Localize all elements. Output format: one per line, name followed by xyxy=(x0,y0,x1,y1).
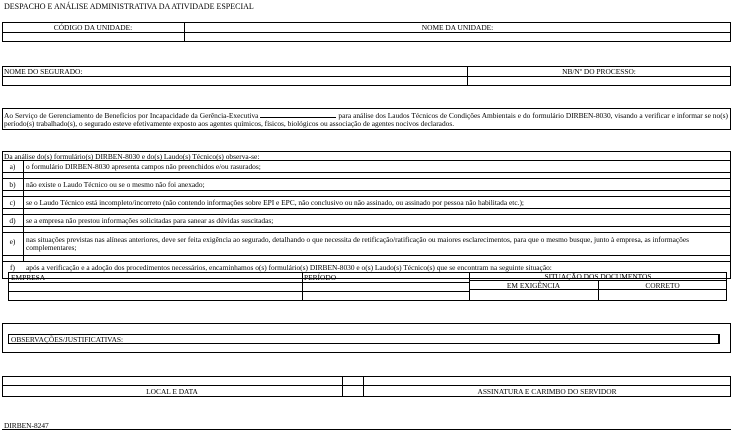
item-e-answer-field[interactable] xyxy=(24,256,730,260)
intro-part1: Ao Serviço de Gerenciamento de Benefícios por Incapacidade da Gerência-Executiva xyxy=(4,111,259,120)
item-a-answer-field[interactable] xyxy=(24,173,730,177)
item-text-b: não existe o Laudo Técnico ou se o mesmo não foi anexado; xyxy=(26,180,205,189)
item-text-d: se a empresa não prestou informações solicitadas para sanear as dúvidas suscitadas; xyxy=(26,216,274,225)
correto-header: CORRETO xyxy=(645,281,680,290)
empresa-field[interactable] xyxy=(9,292,301,300)
nb-processo-label: NB/Nº DO PROCESSO: xyxy=(562,67,636,76)
item-text-e: nas situações previstas nas alíneas anteriores, deve ser feita exigência ao segurado, detalhando o que necessita de retificação/ratificação ou maiores esclarecimentos, para que o mesmo busque, junto à empresa, as informações complementares; xyxy=(26,235,690,252)
nome-unidade-label: NOME DA UNIDADE: xyxy=(421,23,494,32)
footer-form-code: DIRBEN-8247 xyxy=(4,421,49,430)
item-d-answer-field[interactable] xyxy=(24,227,730,231)
item-letter-f: f) xyxy=(10,263,15,272)
item-letter-d: d) xyxy=(9,216,16,225)
divider xyxy=(719,334,720,344)
footer-rule xyxy=(2,429,731,430)
item-text-c: se o Laudo Técnico está incompleto/incorreto (não contendo informações sobre EPI e EPC, não conclusivo ou não assinado, ou assinado por pessoa não habilitada etc.); xyxy=(26,198,524,207)
intro-part2: para análise dos Laudos Técnicos de Condições Ambientais e do formulário DIRBEN-8030, visando a verificar e informar se no(s) período(s) trabalhado(s), o segurado esteve efetivamente exposto aos agentes químicos, físicos, biológicos ou associação de agentes nocivos declarados. xyxy=(4,111,728,128)
item-b-answer-field[interactable] xyxy=(24,191,730,195)
empresa-header: EMPRESA xyxy=(11,273,46,282)
item-c-answer-field[interactable] xyxy=(24,209,730,213)
item-text-a: o formulário DIRBEN-8030 apresenta campos não preenchidos e/ou rasurados; xyxy=(26,162,261,171)
correto-field[interactable] xyxy=(599,290,726,300)
item-letter-a: a) xyxy=(9,162,16,171)
nome-segurado-field[interactable] xyxy=(3,77,466,85)
situacao-header: SITUAÇÃO DOS DOCUMENTOS xyxy=(544,272,652,281)
observacoes-field[interactable] xyxy=(9,345,729,352)
item-text-f: após a verificação e a adoção dos procedimentos necessários, encaminhamos o(s) formulário(s) DIRBEN-8030 e o(s) Laudo(s) Técnico(s) que se encontram na seguinte situação: xyxy=(26,263,552,272)
nb-processo-field[interactable] xyxy=(468,77,730,85)
em-exigencia-header: EM EXIGÊNCIA xyxy=(506,281,561,290)
item-letter-e: e) xyxy=(9,237,16,246)
item-letter-b: b) xyxy=(9,180,16,189)
em-exigencia-field[interactable] xyxy=(470,290,597,300)
divider xyxy=(2,232,731,233)
divider xyxy=(2,178,731,179)
nome-segurado-label: NOME DO SEGURADO: xyxy=(4,67,83,76)
periodo-header: PERÍODO xyxy=(304,273,337,282)
divider xyxy=(2,196,731,197)
codigo-unidade-label: CÓDIGO DA UNIDADE: xyxy=(53,23,133,32)
divider xyxy=(2,160,731,161)
assinatura-label: ASSINATURA E CARIMBO DO SERVIDOR xyxy=(477,387,617,396)
local-data-field[interactable] xyxy=(3,377,341,384)
divider xyxy=(342,376,343,397)
item-letter-c: c) xyxy=(9,198,16,207)
form-title: DESPACHO E ANÁLISE ADMINISTRATIVA DA ATIVIDADE ESPECIAL xyxy=(4,2,254,11)
divider xyxy=(2,214,731,215)
analysis-heading: Da análise do(s) formulário(s) DIRBEN-8030 e do(s) Laudo(s) Técnico(s) observa-se: xyxy=(4,152,260,161)
local-data-label: LOCAL E DATA xyxy=(146,387,198,396)
divider xyxy=(2,385,731,386)
periodo-field[interactable] xyxy=(303,292,468,300)
codigo-unidade-field[interactable] xyxy=(3,33,183,41)
intro-paragraph xyxy=(4,111,728,128)
divider xyxy=(2,261,731,262)
observacoes-label: OBSERVAÇÕES/JUSTIFICATIVAS: xyxy=(11,335,124,344)
divider xyxy=(8,282,469,283)
assinatura-field[interactable] xyxy=(364,377,730,384)
nome-unidade-field[interactable] xyxy=(185,33,730,41)
gerencia-blank[interactable] xyxy=(260,111,336,118)
